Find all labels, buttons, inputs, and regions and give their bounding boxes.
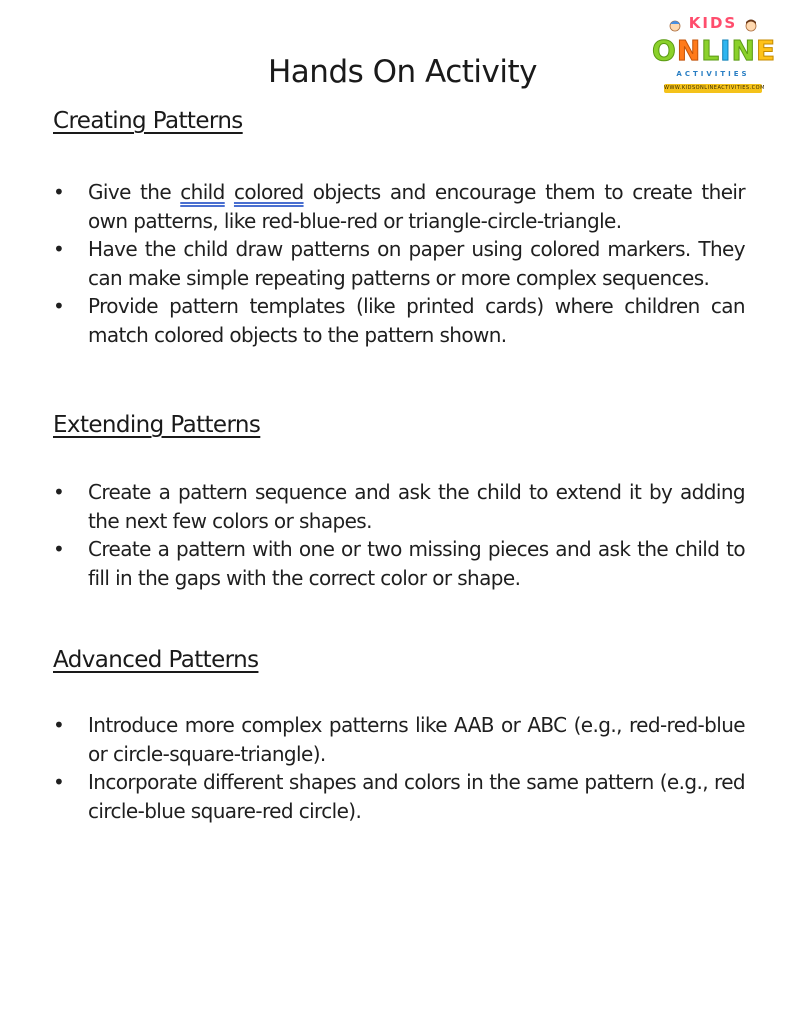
list-item-text: Provide pattern templates (like printed cards) where children can match colored objects to the pattern shown. (88, 294, 745, 347)
spellcheck-word: child (180, 180, 225, 204)
bullet-icon: • (53, 770, 65, 794)
section-heading-creating-patterns: Creating Patterns (53, 108, 243, 134)
bullet-icon: • (53, 713, 65, 737)
creating-patterns-list (53, 178, 745, 349)
list-item (53, 178, 745, 235)
section-heading-advanced-patterns: Advanced Patterns (53, 647, 259, 673)
list-item-text-end: objects and encourage them to create their own patterns, like red-blue-red or triangle-circle-triangle. (88, 180, 745, 233)
logo-kids-text (652, 14, 774, 32)
logo-letter: N (731, 34, 756, 67)
list-item-text: Create a pattern sequence and ask the child to extend it by adding the next few colors or shapes. (88, 480, 745, 533)
logo-kids-label: KIDS (688, 14, 738, 32)
list-item (53, 292, 745, 349)
bullet-icon: • (53, 294, 65, 318)
advanced-patterns-list (53, 711, 745, 825)
logo-url: WWW.KIDSONLINEACTIVITIES.COM (664, 85, 765, 91)
bullet-icon: • (53, 237, 65, 261)
section-heading-extending-patterns: Extending Patterns (53, 412, 261, 438)
bullet-icon: • (53, 480, 65, 504)
logo-letter: I (720, 34, 732, 67)
list-item-text-space (225, 180, 234, 204)
list-item-text: Introduce more complex patterns like AAB or ABC (e.g., red-red-blue or circle-square-triangle). (88, 713, 745, 766)
logo-letter: L (701, 34, 721, 67)
logo-letter: N (676, 34, 702, 67)
logo-activities-text: ACTIVITIES (676, 70, 750, 78)
bullet-icon: • (53, 537, 65, 561)
logo-letter: E (755, 34, 777, 67)
list-item (53, 535, 745, 592)
list-item-text-start: Give the (88, 180, 181, 204)
bullet-icon: • (53, 180, 65, 204)
spellcheck-word: colored (233, 180, 304, 204)
logo-letter: O (652, 34, 677, 67)
list-item (53, 235, 745, 292)
page-title: Hands On Activity (268, 54, 537, 90)
list-item-text: Incorporate different shapes and colors in the same pattern (e.g., red circle-blue square-red circle). (88, 770, 745, 823)
list-item-text: Create a pattern with one or two missing pieces and ask the child to fill in the gaps with the correct color or shape. (88, 537, 745, 590)
extending-patterns-list (53, 478, 745, 592)
list-item (53, 478, 745, 535)
list-item (53, 711, 745, 768)
list-item-text: Have the child draw patterns on paper using colored markers. They can make simple repeating patterns or more complex sequences. (88, 237, 745, 290)
list-item (53, 768, 745, 825)
